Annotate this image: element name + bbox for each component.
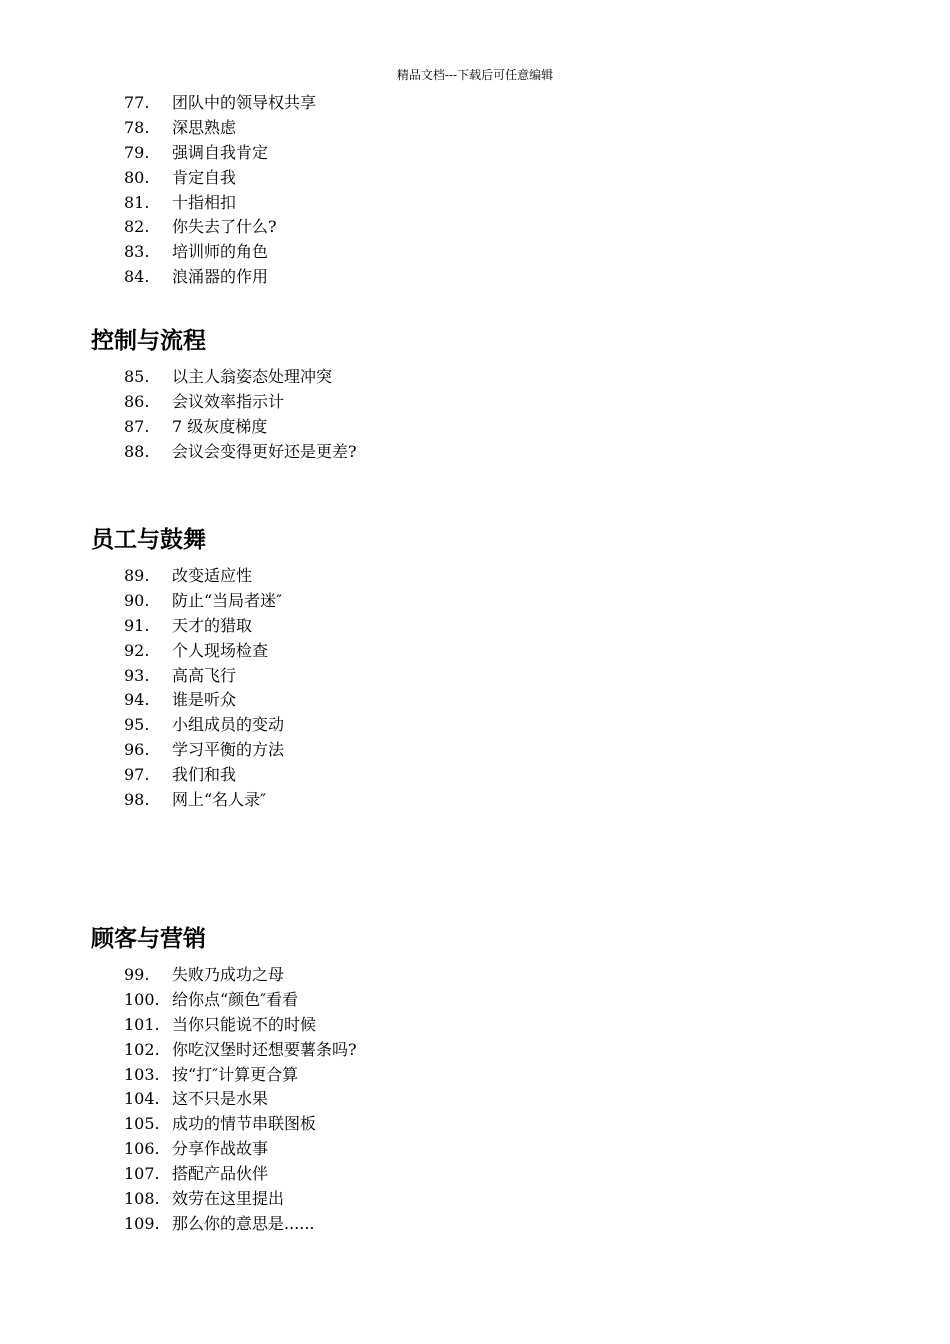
- list-item: [0, 738, 950, 763]
- list-item: [0, 1187, 950, 1212]
- item-number: 88.: [124, 441, 150, 461]
- list-section-0: [0, 91, 950, 290]
- page-header: 精品文档---下载后可任意编辑: [396, 68, 554, 82]
- list-item: [0, 240, 950, 265]
- list-item: [0, 713, 950, 738]
- item-text: 防止“当局者迷″: [172, 590, 283, 610]
- item-number: 102.: [124, 1039, 160, 1059]
- item-number: 85.: [124, 367, 150, 386]
- list-item: [0, 1112, 950, 1137]
- list-item: [0, 788, 950, 813]
- list-item: [0, 390, 950, 415]
- item-text: 那么你的意思是......: [172, 1213, 315, 1233]
- list-item: [0, 141, 950, 166]
- item-number: 86.: [124, 391, 150, 411]
- item-text: 搭配产品伙伴: [172, 1164, 269, 1184]
- item-number: 89.: [124, 566, 150, 585]
- item-number: 95.: [124, 715, 150, 735]
- list-item: [0, 1087, 950, 1112]
- item-text: 高高飞行: [172, 665, 237, 685]
- list-item: [0, 1063, 950, 1088]
- list-item: [0, 988, 950, 1013]
- item-text: 失败乃成功之母: [172, 965, 285, 984]
- list-item: [0, 564, 950, 589]
- item-number: 103.: [124, 1064, 160, 1084]
- item-number: 79.: [124, 142, 150, 162]
- item-number: 77.: [124, 93, 150, 112]
- item-number: 94.: [124, 690, 150, 710]
- item-number: 100.: [124, 989, 160, 1009]
- section-heading-control-process: 控制与流程: [91, 328, 206, 354]
- item-text: 网上“名人录″: [172, 790, 267, 810]
- list-item: [0, 1162, 950, 1187]
- item-number: 99.: [124, 965, 150, 984]
- item-number: 84.: [124, 267, 150, 287]
- item-text: 浪涌器的作用: [172, 267, 269, 287]
- section-heading-staff-motivation: 员工与鼓舞: [91, 527, 206, 553]
- list-item: [0, 763, 950, 788]
- item-number: 105.: [124, 1114, 160, 1134]
- item-number: 107.: [124, 1164, 160, 1184]
- list-item: [0, 614, 950, 639]
- item-number: 104.: [124, 1089, 160, 1109]
- list-item: [0, 1137, 950, 1162]
- item-text: 个人现场检查: [172, 640, 269, 660]
- item-number: 81.: [124, 192, 150, 212]
- item-text: 按“打″计算更合算: [172, 1064, 299, 1084]
- list-item: [0, 688, 950, 713]
- list-item: [0, 415, 950, 440]
- item-number: 108.: [124, 1189, 160, 1209]
- list-item: [0, 265, 950, 290]
- item-text: 会议效率指示计: [172, 391, 285, 411]
- item-text: 效劳在这里提出: [172, 1189, 285, 1209]
- list-item: [0, 1038, 950, 1063]
- item-text: 这不只是水果: [172, 1089, 269, 1109]
- item-text: 谁是听众: [172, 690, 237, 710]
- list-item: [0, 963, 950, 988]
- item-text: 分享作战故事: [172, 1139, 269, 1159]
- item-number: 78.: [124, 117, 150, 137]
- item-text: 肯定自我: [172, 167, 237, 187]
- list-section-2: [0, 564, 950, 813]
- item-number: 91.: [124, 615, 150, 635]
- item-number: 101.: [124, 1014, 160, 1034]
- item-text: 团队中的领导权共享: [172, 93, 317, 112]
- list-section-3: [0, 963, 950, 1237]
- list-item: [0, 91, 950, 116]
- item-text: 培训师的角色: [172, 242, 269, 262]
- item-number: 93.: [124, 665, 150, 685]
- item-text: 强调自我肯定: [172, 142, 269, 162]
- list-item: [0, 166, 950, 191]
- list-item: [0, 1013, 950, 1038]
- item-text: 十指相扣: [172, 192, 237, 212]
- item-text: 你吃汉堡时还想要薯条吗?: [172, 1039, 357, 1059]
- item-text: 学习平衡的方法: [172, 740, 285, 760]
- item-number: 106.: [124, 1139, 160, 1159]
- item-number: 87.: [124, 416, 150, 436]
- item-number: 92.: [124, 640, 150, 660]
- item-number: 96.: [124, 740, 150, 760]
- item-text: 7 级灰度梯度: [172, 416, 268, 436]
- item-text: 深思熟虑: [172, 117, 237, 137]
- list-item: [0, 589, 950, 614]
- list-item: [0, 215, 950, 240]
- list-item: [0, 116, 950, 141]
- item-text: 以主人翁姿态处理冲突: [172, 367, 333, 386]
- list-item: [0, 365, 950, 390]
- list-item: [0, 191, 950, 216]
- item-number: 83.: [124, 242, 150, 262]
- list-item: [0, 1212, 950, 1237]
- item-text: 我们和我: [172, 765, 237, 785]
- list-section-1: [0, 365, 950, 465]
- item-text: 会议会变得更好还是更差?: [172, 441, 357, 461]
- item-text: 成功的情节串联图板: [172, 1114, 317, 1134]
- item-text: 小组成员的变动: [172, 715, 285, 735]
- item-text: 天才的猎取: [172, 615, 253, 635]
- item-number: 82.: [124, 217, 150, 237]
- list-item: [0, 664, 950, 689]
- section-heading-customer-marketing: 顾客与营销: [91, 926, 206, 952]
- item-number: 90.: [124, 590, 150, 610]
- list-item: [0, 440, 950, 465]
- item-text: 你失去了什么?: [172, 217, 277, 237]
- item-number: 80.: [124, 167, 150, 187]
- item-text: 改变适应性: [172, 566, 253, 585]
- item-number: 109.: [124, 1213, 160, 1233]
- item-number: 98.: [124, 790, 150, 810]
- item-number: 97.: [124, 765, 150, 785]
- list-item: [0, 639, 950, 664]
- item-text: 给你点“颜色″看看: [172, 989, 299, 1009]
- item-text: 当你只能说不的时候: [172, 1014, 317, 1034]
